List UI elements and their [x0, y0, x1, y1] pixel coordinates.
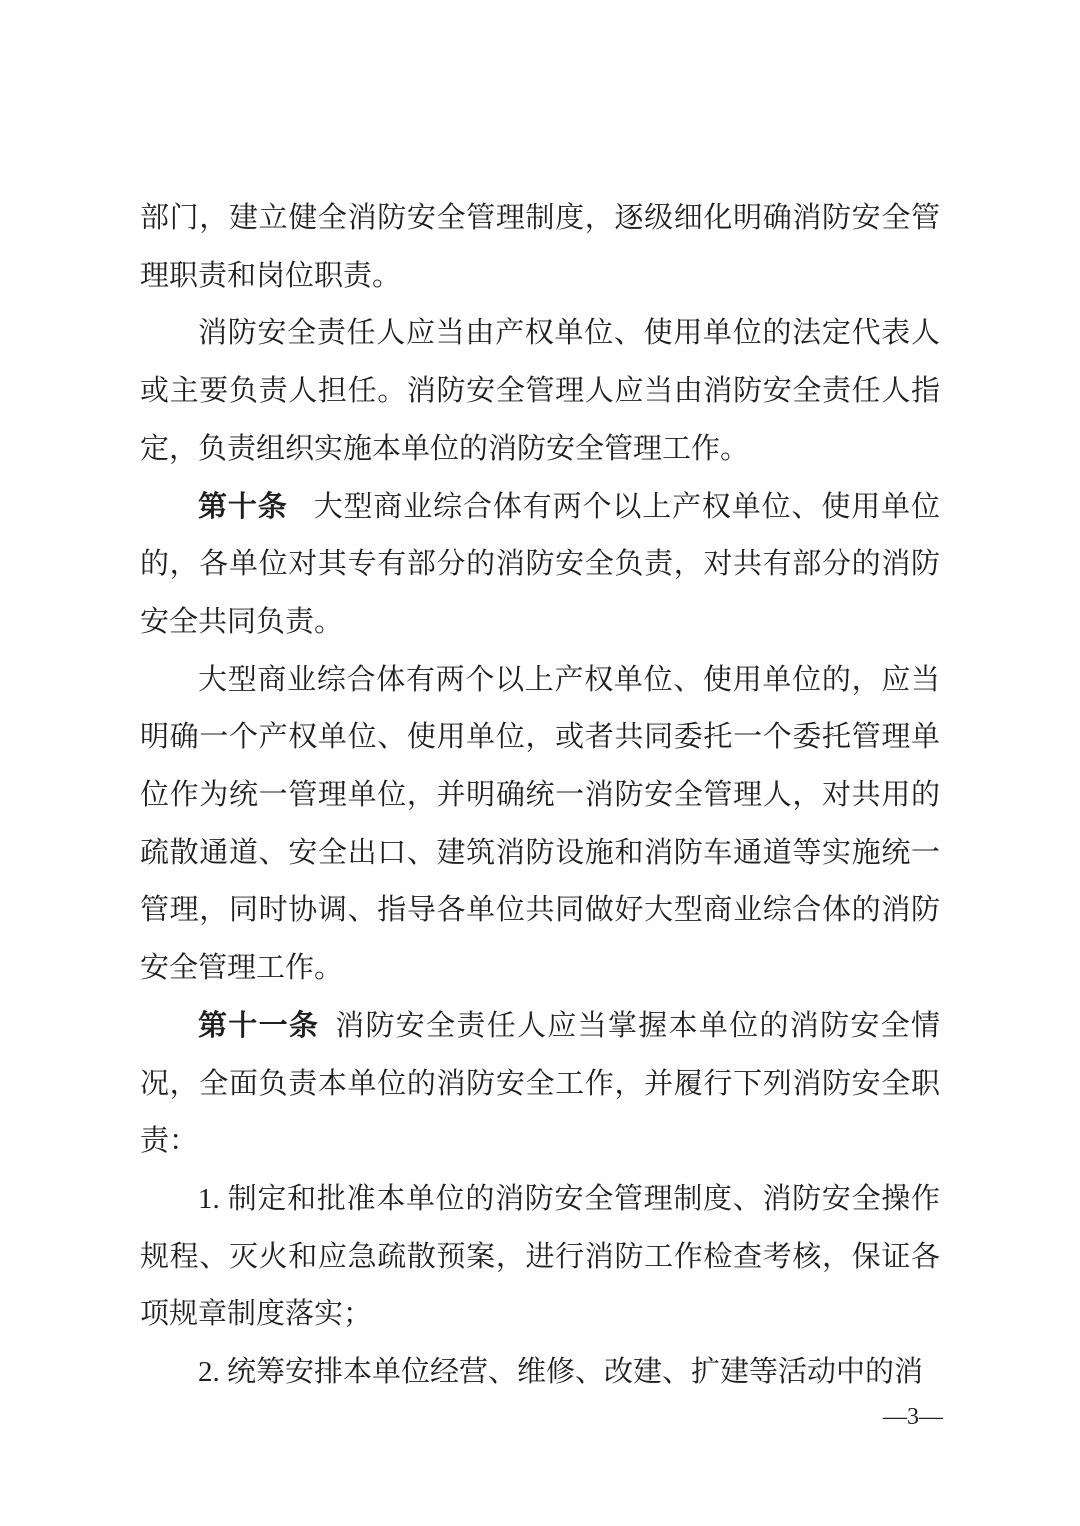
paragraph [140, 1344, 940, 1402]
document-body [140, 190, 940, 1402]
paragraph-text: 大型商业综合体有两个以上产权单位、使用单位的，应当明确一个产权单位、使用单位，或者共同委托一个委托管理单位作为统一管理单位，并明确统一消防安全管理人，对共用的疏散通道、安全出口、建筑消防设施和消防车通道等实施统一管理，同时协调、指导各单位共同做好大型商业综合体的消防安全管理工作。 [140, 663, 940, 985]
paragraph [140, 305, 940, 478]
paragraph-text: 消防安全责任人应当掌握本单位的消防安全情况，全面负责本单位的消防安全工作，并履行下列消防安全职责： [140, 1009, 940, 1158]
article-number: 第十条 [198, 490, 288, 523]
paragraph [140, 652, 940, 998]
paragraph [140, 479, 940, 652]
paragraph-text: 大型商业综合体有两个以上产权单位、使用单位的，各单位对其专有部分的消防安全负责，对共有部分的消防安全共同负责。 [140, 490, 940, 638]
paragraph [140, 1171, 940, 1344]
paragraph [140, 190, 940, 305]
paragraph-text: 1. 制定和批准本单位的消防安全管理制度、消防安全操作规程、灭火和应急疏散预案，进行消防工作检查考核，保证各项规章制度落实； [140, 1182, 940, 1331]
paragraph [140, 998, 940, 1171]
page-number: —3— [883, 1404, 943, 1430]
paragraph-text: 消防安全责任人应当由产权单位、使用单位的法定代表人或主要负责人担任。消防安全管理人应当由消防安全责任人指定，负责组织实施本单位的消防安全管理工作。 [140, 317, 940, 465]
paragraph-text: 部门，建立健全消防安全管理制度，逐级细化明确消防安全管理职责和岗位职责。 [140, 202, 940, 292]
article-number: 第十一条 [198, 1009, 320, 1042]
paragraph-text: 2. 统筹安排本单位经营、维修、改建、扩建等活动中的消 [198, 1356, 924, 1389]
